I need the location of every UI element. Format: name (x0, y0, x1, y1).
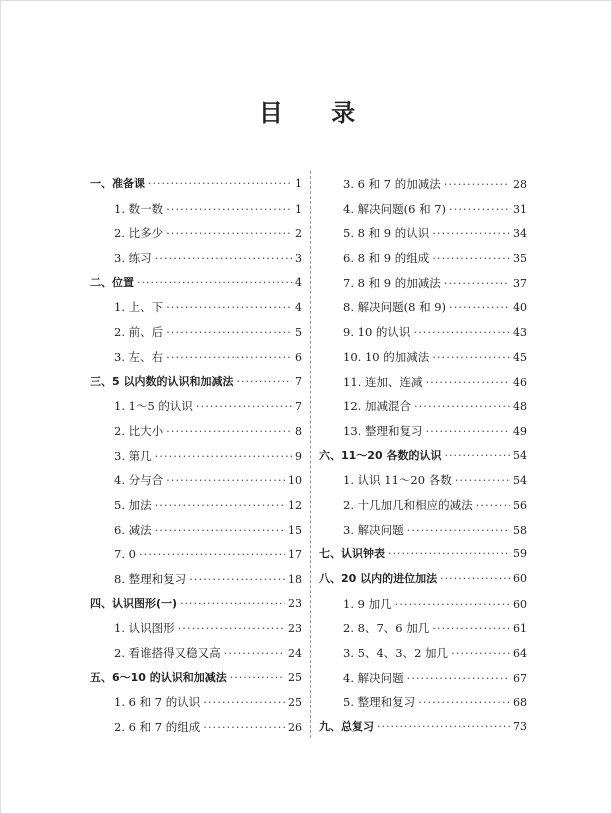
toc-page-number: 48 (513, 400, 527, 414)
dot-leader (444, 172, 510, 197)
toc-page-number: 5 (295, 326, 302, 340)
toc-entry-label: 九、总复习 (319, 720, 374, 734)
dot-leader (166, 419, 292, 444)
toc-entry-label: 9. 10 的认识 (343, 325, 411, 340)
dot-leader (432, 345, 510, 370)
toc-entry-label: 5. 加法 (114, 497, 152, 512)
toc-chapter-entry[interactable] (90, 271, 302, 296)
toc-entry-label: 一、准备课 (90, 177, 145, 190)
toc-section-entry[interactable] (319, 690, 527, 715)
dot-leader (155, 493, 285, 518)
toc-section-entry[interactable] (90, 493, 302, 518)
dot-leader (148, 172, 292, 197)
toc-entry-label: 3. 左、右 (114, 349, 164, 364)
toc-entry-label: 12. 加减混合 (343, 399, 411, 414)
dot-leader (155, 246, 292, 271)
dot-leader (203, 690, 285, 715)
toc-section-entry[interactable] (90, 542, 302, 567)
toc-page-number: 26 (288, 721, 302, 735)
toc-section-entry[interactable] (90, 715, 302, 740)
toc-page-number: 60 (513, 597, 527, 611)
toc-section-entry[interactable] (90, 616, 302, 641)
toc-page-number: 3 (295, 252, 302, 266)
toc-page-number: 15 (288, 523, 302, 537)
toc-section-entry[interactable] (90, 394, 302, 419)
toc-entry-label: 七、认识钟表 (319, 547, 385, 561)
toc-entry-label: 六、11～20 各数的认识 (319, 448, 442, 462)
toc-section-entry[interactable] (90, 641, 302, 666)
toc-section-entry[interactable] (90, 468, 302, 493)
toc-entry-label: 2. 比大小 (114, 423, 164, 438)
dot-leader (155, 444, 292, 469)
toc-section-entry[interactable] (90, 320, 302, 345)
toc-chapter-entry[interactable] (319, 567, 527, 592)
toc-section-entry[interactable] (319, 419, 527, 444)
toc-section-entry[interactable] (319, 493, 527, 518)
toc-page-number: 54 (513, 448, 527, 462)
dot-leader (414, 394, 510, 419)
toc-page-number: 73 (513, 720, 527, 734)
dot-leader (395, 592, 510, 617)
toc-entry-label: 五、6～10 的认识和加减法 (90, 670, 227, 684)
toc-entry-label: 2. 前、后 (114, 325, 164, 340)
dot-leader (444, 271, 510, 296)
dot-leader (178, 616, 285, 641)
toc-section-entry[interactable] (319, 221, 527, 246)
toc-section-entry[interactable] (319, 172, 527, 197)
toc-entry-label: 6. 减法 (114, 522, 152, 537)
toc-page-number: 23 (288, 622, 302, 636)
toc-page-number: 17 (288, 548, 302, 562)
toc-section-entry[interactable] (319, 468, 527, 493)
toc-section-entry[interactable] (319, 197, 527, 222)
toc-entry-label: 5. 8 和 9 的认识 (343, 226, 430, 241)
toc-entry-label: 7. 8 和 9 的加减法 (343, 275, 441, 290)
toc-page-number: 23 (288, 596, 302, 610)
toc-section-entry[interactable] (90, 197, 302, 222)
toc-entry-label: 8. 解决问题(8 和 9) (343, 300, 447, 315)
toc-chapter-entry[interactable] (90, 370, 302, 395)
toc-page-number: 1 (295, 202, 302, 216)
toc-section-entry[interactable] (319, 271, 527, 296)
toc-section-entry[interactable] (90, 221, 302, 246)
toc-page-number: 1 (295, 177, 302, 190)
toc-page-number: 25 (288, 670, 302, 684)
toc-entry-label: 8. 整理和复习 (114, 572, 187, 586)
toc-page-number: 7 (295, 374, 302, 388)
toc-entry-label: 10. 10 的加减法 (343, 349, 430, 364)
toc-entry-label: 1. 数一数 (114, 201, 164, 216)
toc-entry-label: 11. 连加、连减 (343, 374, 423, 389)
toc-entry-label: 四、认识图形(一) (90, 596, 178, 610)
toc-page-number: 64 (513, 647, 527, 661)
toc-entry-label: 1. 上、下 (114, 300, 164, 315)
toc-page-number: 10 (288, 474, 302, 488)
toc-page-number: 46 (513, 375, 527, 389)
dot-leader (166, 221, 292, 246)
toc-section-entry[interactable] (319, 592, 527, 617)
toc-entry-label: 2. 6 和 7 的组成 (114, 720, 201, 735)
toc-entry-label: 6. 8 和 9 的组成 (343, 251, 430, 266)
toc-page-number: 31 (513, 202, 527, 216)
toc-section-entry[interactable] (319, 518, 527, 543)
dot-leader (230, 666, 285, 691)
dot-leader (166, 345, 292, 370)
toc-page-number: 8 (295, 424, 302, 438)
toc-entry-label: 2. 十几加几和相应的减法 (343, 497, 473, 512)
toc-section-entry[interactable] (319, 394, 527, 419)
dot-leader (139, 542, 285, 567)
toc-entry-label: 3. 5、4、3、2 加几 (343, 646, 449, 661)
dot-leader (203, 715, 285, 740)
toc-page-number: 24 (288, 647, 302, 661)
toc-section-entry[interactable] (90, 444, 302, 469)
toc-right-column (319, 172, 527, 740)
toc-page-number: 4 (295, 275, 302, 289)
toc-page-number: 2 (295, 227, 302, 241)
dot-leader (224, 641, 285, 666)
toc-entry-label: 八、20 以内的进位加法 (319, 572, 438, 585)
toc-entry-label: 1. 6 和 7 的认识 (114, 695, 201, 710)
toc-page-number: 59 (513, 547, 527, 561)
toc-page-number: 61 (513, 622, 527, 636)
dot-leader (440, 567, 510, 592)
toc-section-entry[interactable] (90, 419, 302, 444)
toc-section-entry[interactable] (319, 246, 527, 271)
toc-page-number: 58 (513, 523, 527, 537)
dot-leader (455, 468, 510, 493)
toc-section-entry[interactable] (90, 518, 302, 543)
toc-entry-label: 5. 整理和复习 (343, 695, 416, 710)
dot-leader (166, 295, 292, 320)
toc-entry-label: 4. 解决问题 (343, 670, 404, 685)
toc-entry-label: 3. 6 和 7 的加减法 (343, 177, 441, 191)
dot-leader (137, 271, 292, 296)
toc-section-entry[interactable] (319, 320, 527, 345)
toc-page-number: 35 (513, 252, 527, 266)
dot-leader (166, 197, 292, 222)
toc-section-entry[interactable] (319, 370, 527, 395)
toc-page-number: 40 (513, 301, 527, 315)
toc-section-entry[interactable] (319, 295, 527, 320)
toc-entry-label: 1. 认识 11～20 各数 (343, 473, 452, 488)
toc-page-number: 28 (513, 178, 527, 191)
dot-leader (189, 567, 285, 592)
dot-leader (180, 592, 285, 617)
toc-chapter-entry[interactable] (90, 172, 302, 197)
toc-left-column (90, 172, 302, 740)
toc-entry-label: 7. 0 (114, 547, 136, 562)
toc-page-number: 6 (295, 350, 302, 364)
toc-page-number: 49 (513, 424, 527, 438)
dot-leader (166, 468, 285, 493)
toc-entry-label: 2. 比多少 (114, 226, 164, 241)
dot-leader (196, 394, 292, 419)
toc-page-number: 7 (295, 400, 302, 414)
toc-entry-label: 4. 分与合 (114, 473, 164, 488)
toc-page-number: 37 (513, 276, 527, 290)
toc-page-number: 67 (513, 671, 527, 685)
toc-chapter-entry[interactable] (90, 666, 302, 691)
toc-page-number: 4 (295, 301, 302, 315)
toc-page-number: 34 (513, 227, 527, 241)
toc-page-number: 9 (295, 449, 302, 463)
toc-section-entry[interactable] (319, 641, 527, 666)
toc-page-number: 45 (513, 350, 527, 364)
dot-leader (155, 518, 285, 543)
toc-page-number: 68 (513, 696, 527, 710)
toc-entry-label: 二、位置 (90, 275, 134, 289)
toc-section-entry[interactable] (90, 295, 302, 320)
toc-entry-label: 2. 8、7、6 加几 (343, 621, 430, 636)
dot-leader (449, 197, 510, 222)
toc-entry-label: 13. 整理和复习 (343, 423, 423, 438)
dot-leader (418, 690, 510, 715)
toc-entry-label: 4. 解决问题(6 和 7) (343, 201, 447, 216)
toc-section-entry[interactable] (90, 567, 302, 592)
dot-leader (449, 295, 510, 320)
toc-entry-label: 1. 认识图形 (114, 621, 175, 636)
dot-leader (413, 320, 510, 345)
toc-page-number: 25 (288, 696, 302, 710)
toc-entry-label: 2. 看谁搭得又稳又高 (114, 646, 221, 661)
dot-leader (451, 641, 510, 666)
page-title: 目 录 (258, 98, 376, 127)
toc-entry-label: 3. 解决问题 (343, 522, 404, 537)
toc-page-number: 18 (288, 573, 302, 586)
dot-leader (407, 666, 510, 691)
toc-chapter-entry[interactable] (319, 542, 527, 567)
toc-page-number: 12 (288, 498, 302, 512)
dot-leader (444, 444, 510, 469)
toc-entry-label: 三、5 以内数的认识和加减法 (90, 374, 234, 388)
toc-section-entry[interactable] (319, 616, 527, 641)
dot-leader (425, 419, 510, 444)
dot-leader (425, 370, 510, 395)
toc-page-number: 56 (513, 498, 527, 512)
toc-page-number: 60 (513, 572, 527, 585)
toc-section-entry[interactable] (319, 345, 527, 370)
dot-leader (388, 542, 510, 567)
dot-leader (432, 221, 510, 246)
dot-leader (407, 518, 510, 543)
dot-leader (476, 493, 510, 518)
toc-chapter-entry[interactable] (319, 715, 527, 740)
dot-leader (166, 320, 292, 345)
column-divider (310, 171, 311, 738)
toc-section-entry[interactable] (319, 666, 527, 691)
toc-page-number: 43 (513, 326, 527, 340)
toc-section-entry[interactable] (90, 246, 302, 271)
dot-leader (377, 715, 510, 740)
toc-entry-label: 3. 练习 (114, 251, 152, 266)
toc-page-number: 54 (513, 474, 527, 488)
toc-chapter-entry[interactable] (319, 444, 527, 469)
dot-leader (432, 616, 510, 641)
toc-entry-label: 1. 1～5 的认识 (114, 399, 193, 414)
toc-entry-label: 3. 第几 (114, 448, 152, 463)
toc-section-entry[interactable] (90, 345, 302, 370)
dot-leader (236, 370, 292, 395)
toc-entry-label: 1. 9 加几 (343, 596, 392, 611)
toc-chapter-entry[interactable] (90, 592, 302, 617)
dot-leader (432, 246, 510, 271)
toc-section-entry[interactable] (90, 690, 302, 715)
